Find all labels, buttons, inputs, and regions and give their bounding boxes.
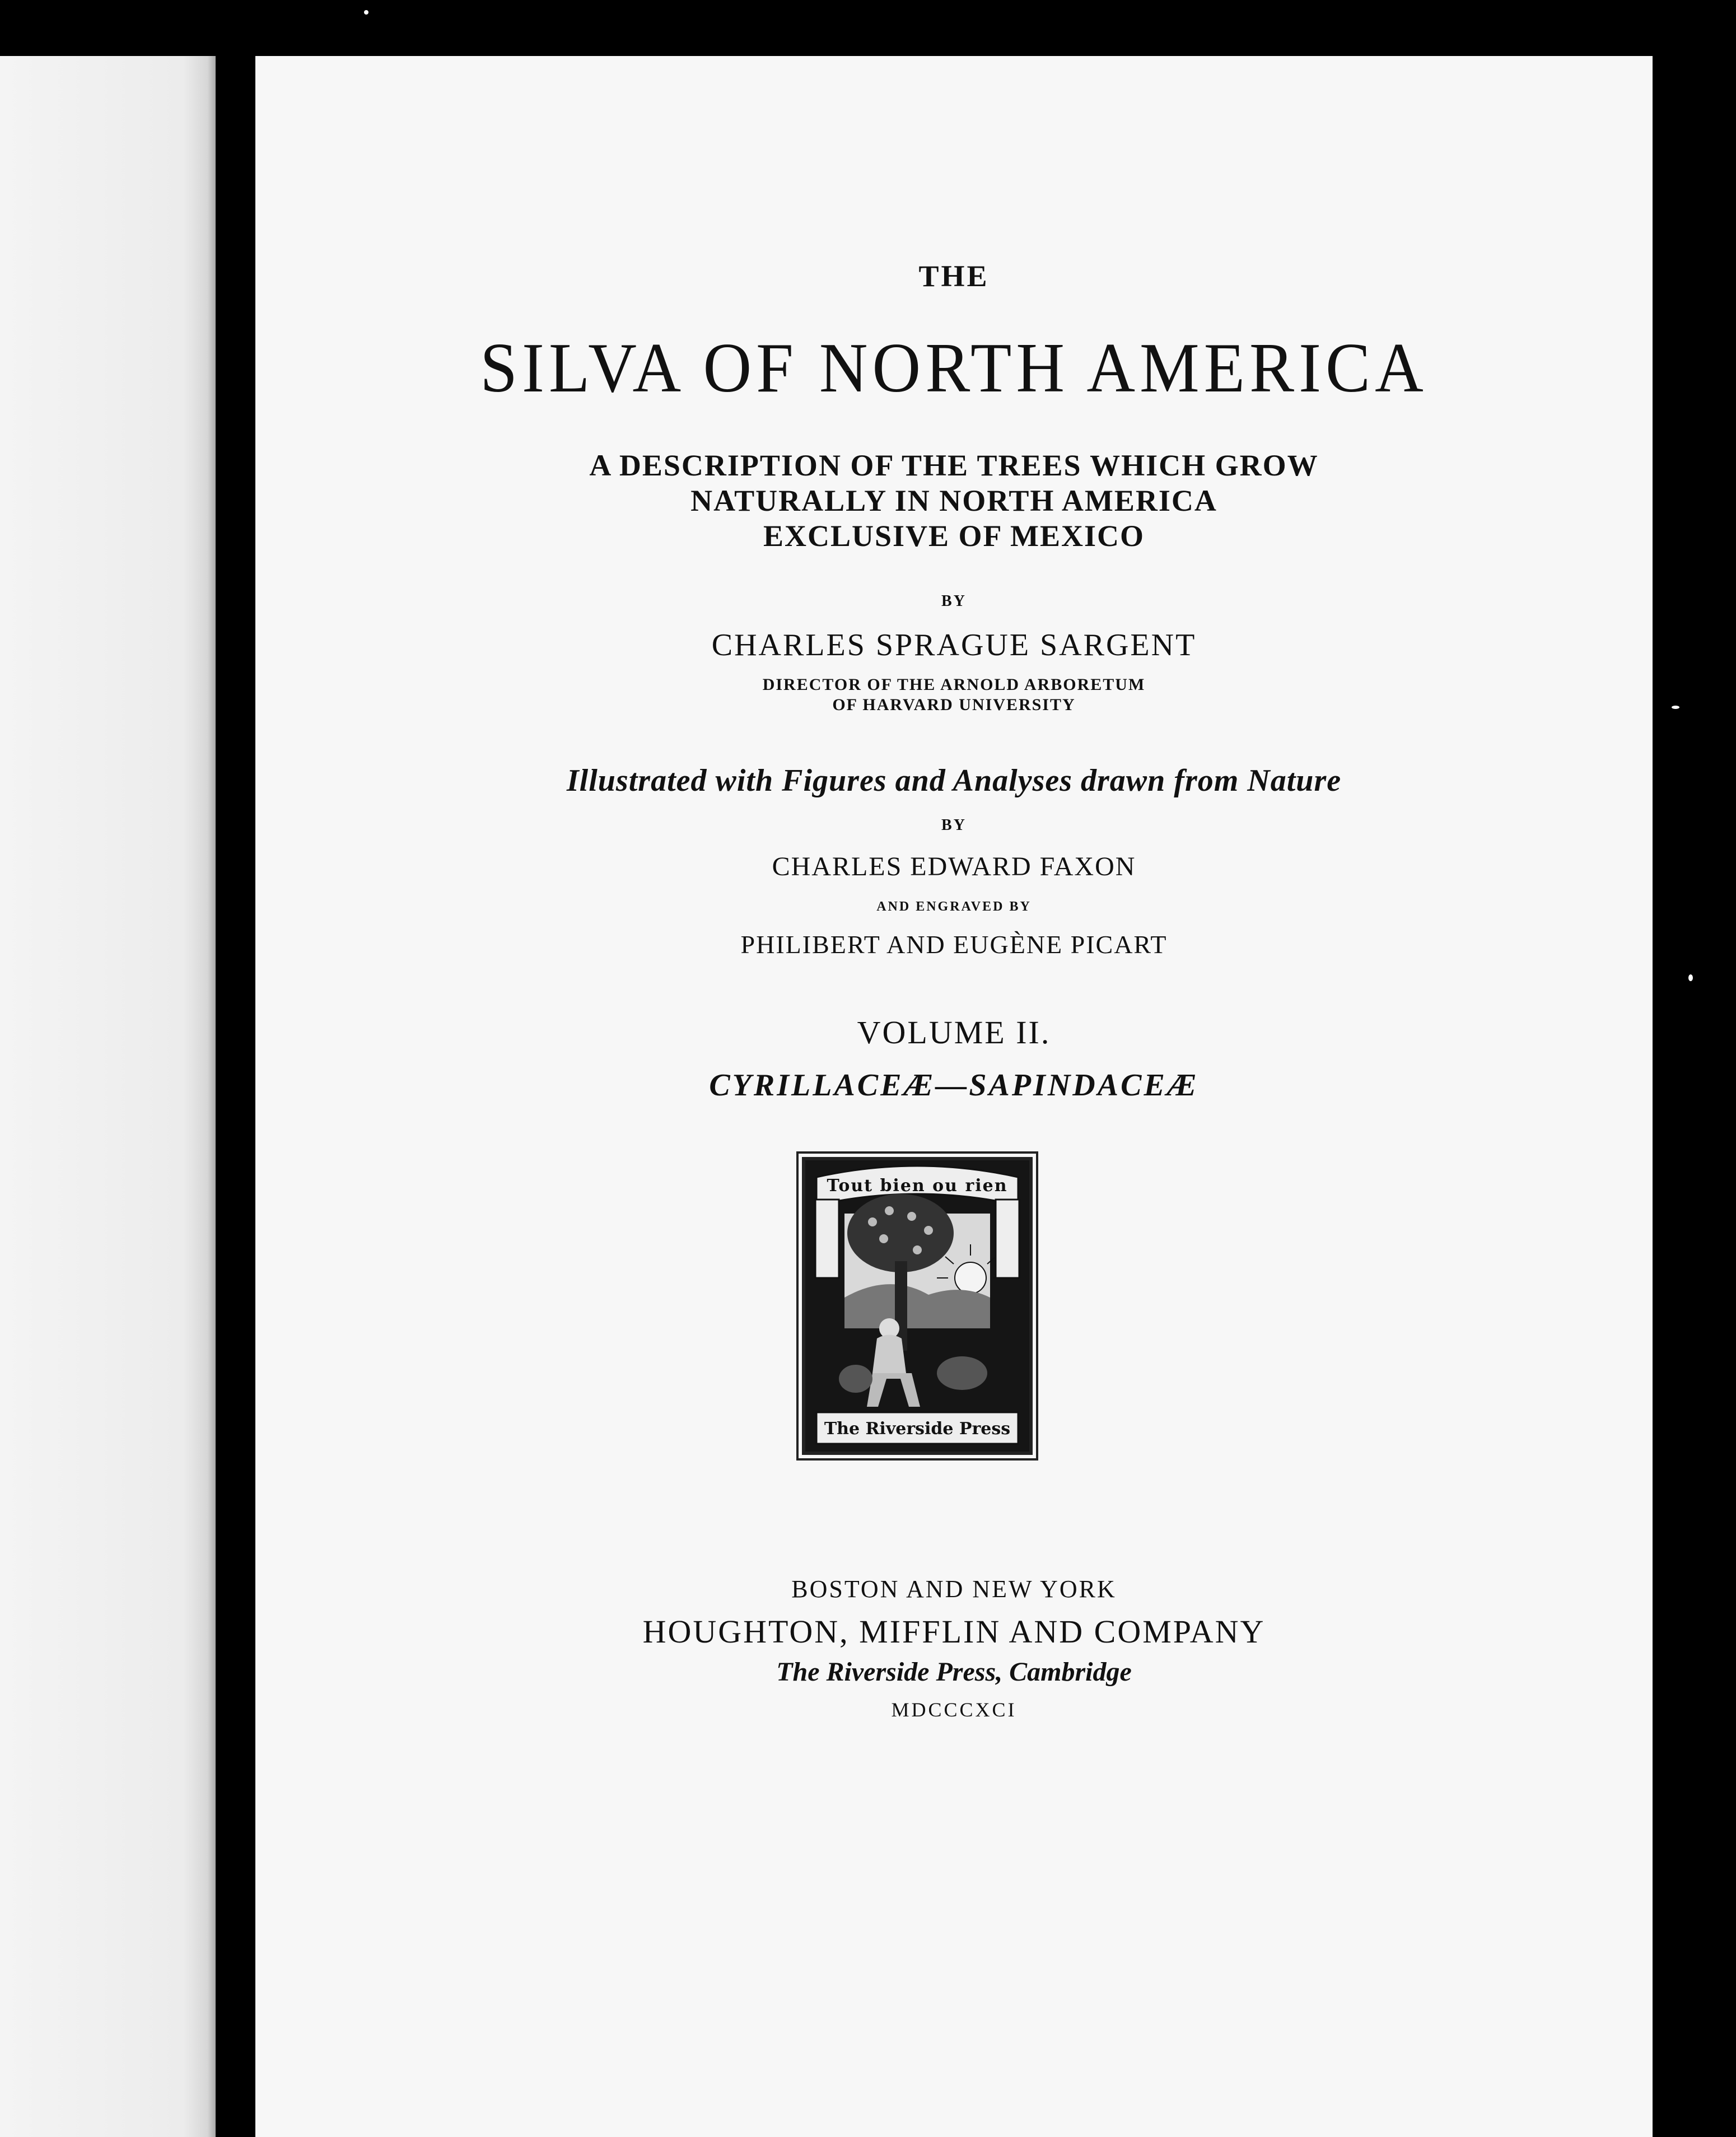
press-device-engraving xyxy=(805,1160,1029,1452)
device-press-label: The Riverside Press xyxy=(824,1419,1011,1439)
page-gutter xyxy=(207,56,216,2137)
book-title: SILVA OF NORTH AMERICA xyxy=(480,328,1428,407)
imprint-city: BOSTON AND NEW YORK xyxy=(791,1575,1117,1603)
subtitle-line-2: NATURALLY IN NORTH AMERICA xyxy=(690,484,1217,517)
author-name: CHARLES SPRAGUE SARGENT xyxy=(711,628,1197,662)
title-page xyxy=(255,56,1653,2137)
imprint-press: The Riverside Press, Cambridge xyxy=(776,1657,1132,1687)
title-article: THE xyxy=(918,259,990,293)
illustrator-name: CHARLES EDWARD FAXON xyxy=(772,852,1136,881)
scan-speck xyxy=(1672,706,1679,709)
volume-families: CYRILLACEÆ—SAPINDACEÆ xyxy=(709,1068,1199,1103)
by-label-2: BY xyxy=(941,816,967,834)
imprint-year: MDCCCXCI xyxy=(891,1699,1017,1721)
scan-speck xyxy=(364,10,368,15)
subtitle-line-1: A DESCRIPTION OF THE TREES WHICH GROW xyxy=(589,449,1319,482)
riverside-press-device xyxy=(802,1157,1033,1455)
scan-speck xyxy=(1688,974,1693,981)
subtitle-line-3: EXCLUSIVE OF MEXICO xyxy=(763,519,1145,553)
volume-number: VOLUME II. xyxy=(857,1014,1051,1051)
author-affiliation-1: DIRECTOR OF THE ARNOLD ARBORETUM xyxy=(762,675,1146,694)
author-affiliation-2: OF HARVARD UNIVERSITY xyxy=(832,696,1076,714)
device-motto: Tout bien ou rien xyxy=(827,1176,1008,1196)
facing-page-edge xyxy=(0,56,216,2137)
imprint-publisher: HOUGHTON, MIFFLIN AND COMPANY xyxy=(642,1613,1266,1650)
illustration-credit: Illustrated with Figures and Analyses drawn from Nature xyxy=(566,763,1342,798)
by-label: BY xyxy=(941,592,967,610)
engravers-names: PHILIBERT AND EUGÈNE PICART xyxy=(740,930,1168,959)
engraved-by-label: AND ENGRAVED BY xyxy=(876,899,1032,914)
